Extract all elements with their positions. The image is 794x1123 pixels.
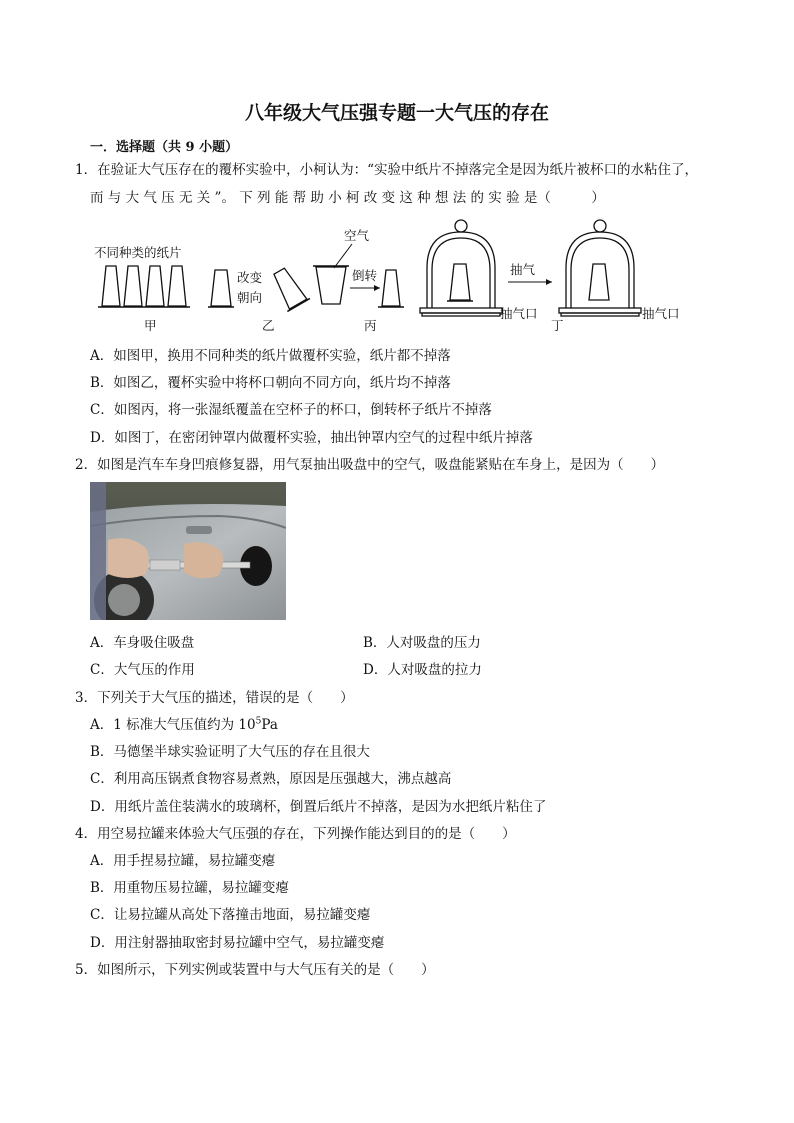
cup-yi-2 [268,265,310,312]
q2-option-d: D．人对吸盘的拉力 [363,662,482,678]
q5-stem: 5．如图所示，下列实例或装置中与大气压有关的是（ ） [75,962,435,978]
q1-stem-line2: 而 与 大 气 压 无 关 ”。 下 列 能 帮 助 小 柯 改 变 这 种 想 法 的 实 验 是（ ） [90,190,605,206]
q3-option-a-unit: Pa [261,717,278,733]
caption-ding: 丁 [551,318,564,333]
label-air: 空气 [344,228,370,243]
q1-option-b: B．如图乙，覆杯实验中将杯口朝向不同方向，纸片均不掉落 [90,375,451,391]
label-papers: 不同种类的纸片 [94,245,182,260]
q2-option-b: B．人对吸盘的压力 [363,635,481,651]
q1-figure [90,218,710,340]
label-outlet-2: 抽气口 [642,306,680,321]
q4-option-d: D．用注射器抽取密封易拉罐中空气，易拉罐变瘪 [90,935,385,951]
cup-yi-1 [211,270,231,306]
label-pump: 抽气 [510,262,536,277]
label-direction: 朝向 [237,290,263,305]
section-heading: 一．选择题（共 9 小题） [90,140,239,155]
q3-option-d: D．用纸片盖住装满水的玻璃杯，倒置后纸片不掉落，是因为水把纸片粘住了 [90,799,547,815]
q1-stem-line1: 1．在验证大气压存在的覆杯实验中，小柯认为：“实验中纸片不掉落完全是因为纸片被杯口的水粘住了， [75,162,698,178]
q1-option-a: A．如图甲，换用不同种类的纸片做覆杯实验，纸片都不掉落 [90,348,451,364]
q3-option-b: B．马德堡半球实验证明了大气压的存在且很大 [90,744,370,760]
q1-option-d: D．如图丁，在密闭钟罩内做覆杯实验，抽出钟罩内空气的过程中纸片掉落 [90,430,533,446]
q3-option-c: C．利用高压锅煮食物容易煮熟，原因是压强越大，沸点越高 [90,771,452,787]
q4-stem: 4．用空易拉罐来体验大气压强的存在，下列操作能达到目的的是（ ） [75,826,516,842]
q3-stem: 3．下列关于大气压的描述，错误的是（ ） [75,690,354,706]
label-change: 改变 [237,270,263,285]
q2-option-c: C．大气压的作用 [90,662,195,678]
q2-stem: 2．如图是汽车车身凹痕修复器，用气泵抽出吸盘中的空气，吸盘能紧贴在车身上，是因为（ ） [75,457,665,473]
label-outlet-1: 抽气口 [500,306,538,321]
bell-jar-2 [559,220,641,316]
caption-yi: 乙 [262,318,275,333]
q3-option-a [90,715,278,735]
q4-option-b: B．用重物压易拉罐，易拉罐变瘪 [90,880,289,896]
page-title: 八年级大气压强专题一大气压的存在 [244,102,549,124]
caption-jia: 甲 [144,318,157,333]
cup-jia-3 [146,266,164,306]
cup-jia-1 [102,266,120,306]
q1-option-c: C．如图丙，将一张湿纸覆盖在空杯子的杯口，倒转杯子纸片不掉落 [90,402,492,418]
label-invert: 倒转 [352,268,378,283]
cup-jia-4 [168,266,186,306]
caption-bing: 丙 [364,318,377,333]
cup-bing-2 [382,270,400,306]
bell-jar-1 [420,220,502,316]
cup-jia-2 [124,266,142,306]
q4-option-c: C．让易拉罐从高处下落撞击地面，易拉罐变瘪 [90,907,371,923]
q2-photo-dent-puller [90,482,286,620]
q3-option-a-exponent: 5 [255,716,262,727]
cup-bing-1 [313,266,349,304]
q3-option-a-text: A．1 标准大气压值约为 10 [90,717,256,733]
q2-option-a: A．车身吸住吸盘 [90,635,195,651]
q4-option-a: A．用手捏易拉罐，易拉罐变瘪 [90,853,276,869]
